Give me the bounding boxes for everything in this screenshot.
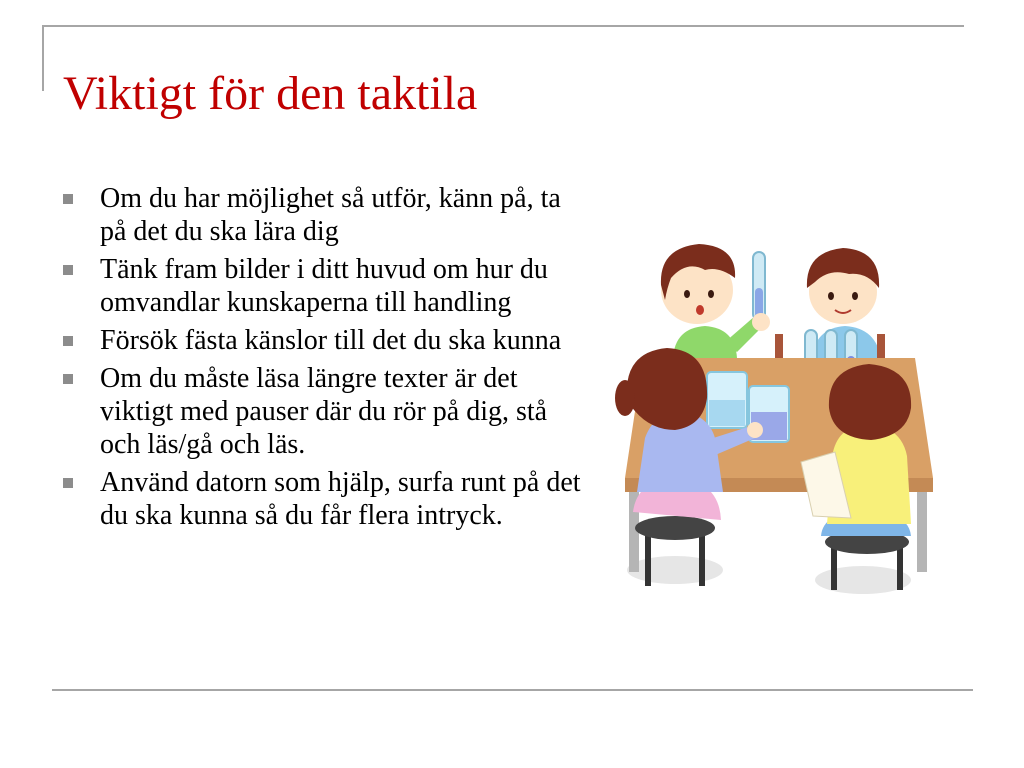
slide-title: Viktigt för den taktila [63,67,478,120]
bullet-text: Försök fästa känslor till det du ska kunna [100,325,562,356]
square-bullet-icon [63,336,73,346]
top-decorative-line [42,25,964,27]
bullet-text: Om du har möjlighet så utför, känn på, ta på det du ska lära dig [100,183,561,247]
bullet-item [63,466,583,532]
boy-back-left [661,244,770,358]
bullet-item [63,182,583,248]
bullet-text: Använd datorn som hjälp, surfa runt på det du ska kunna så du får flera intryck. [100,467,581,531]
bullet-item [63,324,583,357]
left-decorative-line [42,25,44,91]
square-bullet-icon [63,265,73,275]
square-bullet-icon [63,478,73,488]
bullet-item [63,362,583,461]
square-bullet-icon [63,374,73,384]
bullet-list [63,182,583,537]
children-experiment-illustration [615,230,945,610]
boy-back-right [807,248,881,360]
bottom-decorative-line [52,689,973,691]
square-bullet-icon [63,194,73,204]
bullet-text: Tänk fram bilder i ditt huvud om hur du omvandlar kunskaperna till handling [100,254,548,318]
bullet-text: Om du måste läsa längre texter är det viktigt med pauser där du rör på dig, stå och läs/gå och läs. [100,363,548,460]
bullet-item [63,253,583,319]
